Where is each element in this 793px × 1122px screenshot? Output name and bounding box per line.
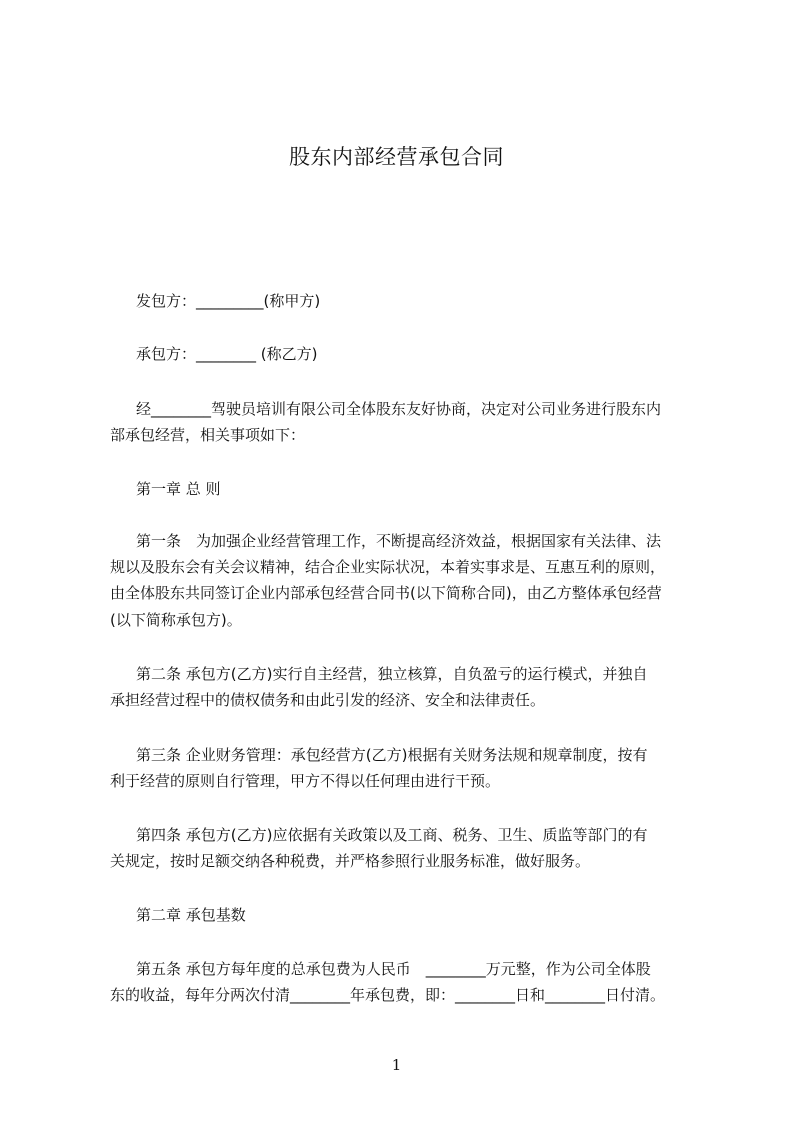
intro-line-2: 部承包经营，相关事项如下：	[110, 426, 306, 444]
article-2-line-2: 承担经营过程中的债权债务和由此引发的经济、安全和法律责任。	[110, 691, 546, 709]
chapter-2-heading: 第二章 承包基数	[136, 906, 246, 924]
article-5-line-2: 东的收益，每年分两次付清________年承包费，即：________日和________日付清。	[110, 986, 666, 1004]
article-1-line-2: 规以及股东会有关会议精神，结合企业实际状况，本着实事求是、互惠互利的原则，	[110, 558, 666, 576]
article-4-line-1: 第四条 承包方(乙方)应依据有关政策以及工商、税务、卫生、质监等部门的有	[136, 826, 648, 844]
intro-line-1: 经________驾驶员培训有限公司全体股东友好协商，决定对公司业务进行股东内	[136, 400, 662, 418]
issuer-line: 发包方：_________(称甲方)	[136, 292, 321, 310]
contractor-line: 承包方：________ (称乙方)	[136, 345, 318, 363]
article-4-line-2: 关规定，按时足额交纳各种税费，并严格参照行业服务标准，做好服务。	[110, 852, 591, 870]
article-1-line-3: 由全体股东共同签订企业内部承包经营合同书(以下简称合同)，由乙方整体承包经营	[110, 584, 662, 602]
article-3-line-1: 第三条 企业财务管理：承包经营方(乙方)根据有关财务法规和规章制度，按有	[136, 746, 648, 764]
chapter-1-heading: 第一章 总 则	[136, 480, 221, 498]
document-title: 股东内部经营承包合同	[289, 145, 504, 169]
article-2-line-1: 第二条 承包方(乙方)实行自主经营，独立核算，自负盈亏的运行模式，并独自	[136, 665, 648, 683]
article-1-line-1: 第一条 为加强企业经营管理工作，不断提高经济效益，根据国家有关法律、法	[136, 532, 662, 550]
page-number: 1	[391, 1056, 402, 1074]
article-5-line-1: 第五条 承包方每年度的总承包费为人民币 ________万元整，作为公司全体股	[136, 960, 651, 978]
article-1-line-4: (以下简称承包方)。	[110, 611, 242, 629]
article-3-line-2: 利于经营的原则自行管理，甲方不得以任何理由进行干预。	[110, 772, 501, 790]
